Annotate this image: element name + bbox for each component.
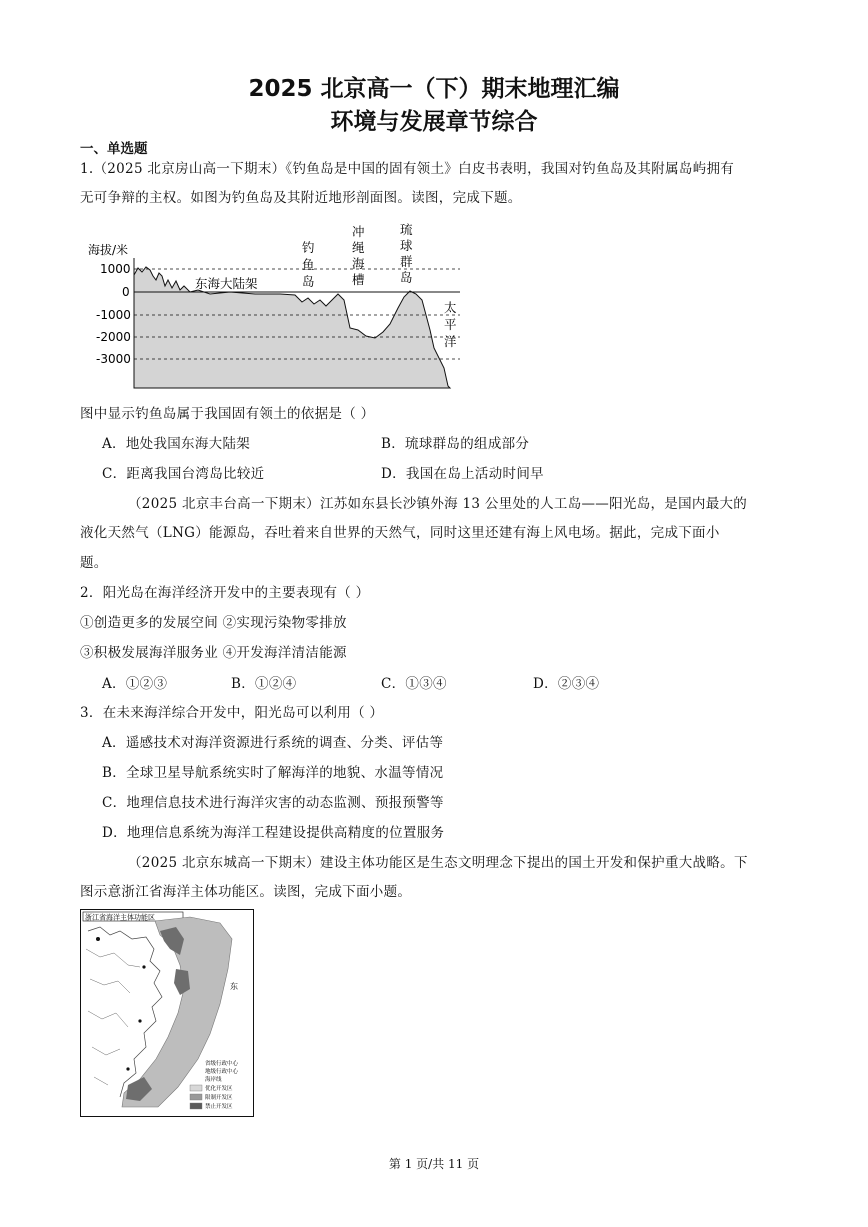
legend-item-1: 地级行政中心: [205, 1069, 239, 1075]
q1-option-b: B．琉球群岛的组成部分: [381, 436, 530, 452]
q3-option-c: C．地理信息技术进行海洋灾害的动态监测、预报预警等: [102, 795, 444, 811]
label-diaoyu-2: 鱼: [302, 257, 315, 272]
q3-stem: 3．在未来海洋综合开发中，阳光岛可以利用（ ）: [80, 705, 384, 721]
label-pacific-2: 平: [444, 317, 457, 332]
label-trough-4: 槽: [352, 272, 365, 287]
label-ryukyu-3: 群: [400, 254, 413, 269]
label-ryukyu-4: 岛: [400, 270, 413, 285]
legend-item-2: 海岸线: [205, 1077, 222, 1083]
legend-item-3: 优化开发区: [205, 1086, 233, 1092]
label-diaoyu-1: 钓: [302, 240, 315, 255]
profile-terrain: [134, 267, 450, 388]
map-city-marker-4: [126, 1067, 129, 1070]
q1-option-a: A．地处我国东海大陆架: [102, 436, 251, 452]
q2-stem: 2．阳光岛在海洋经济开发中的主要表现有（ ）: [80, 585, 370, 601]
passage2-line1: （2025 北京丰台高一下期末）江苏如东县长沙镇外海 13 公里处的人工岛——阳光岛，是国内最大的: [128, 496, 748, 512]
label-ryukyu-1: 琉: [400, 222, 413, 237]
map-city-marker-3: [138, 1019, 141, 1022]
q1-option-d: D．我国在岛上活动时间早: [381, 466, 544, 482]
label-pacific-3: 洋: [444, 334, 457, 349]
legend-item-4: 限制开发区: [205, 1095, 233, 1101]
section-heading: 一、单选题: [80, 141, 148, 157]
label-trough-2: 绳: [352, 240, 365, 255]
doc-title-line2: 环境与发展章节综合: [330, 109, 538, 135]
profile-tick-minus3000: -3000: [96, 352, 131, 366]
q3-option-d: D．地理信息系统为海洋工程建设提供高精度的位置服务: [102, 825, 445, 841]
doc-title-line1: 2025 北京高一（下）期末地理汇编: [248, 76, 620, 102]
zhejiang-marine-zone-map: [80, 909, 254, 1117]
label-pacific-1: 太: [444, 300, 457, 315]
q1-stem: 图中显示钓鱼岛属于我国固有领土的依据是（ ）: [80, 406, 375, 422]
q1-option-c: C．距离我国台湾岛比较近: [102, 466, 265, 482]
label-diaoyu-3: 岛: [302, 274, 315, 289]
q1-line1: 1.（2025 北京房山高一下期末）《钓鱼岛是中国的固有领土》白皮书表明，我国对钓鱼岛及其附属岛屿拥有: [80, 161, 735, 177]
legend-item-0: 省级行政中心: [205, 1061, 239, 1067]
profile-y-axis-label: 海拔/米: [88, 243, 129, 257]
q2-option-c: C．①③④: [381, 676, 447, 692]
q1-line2: 无可争辩的主权。如图为钓鱼岛及其附近地形剖面图。读图，完成下题。: [80, 190, 522, 206]
passage3-line2: 图示意浙江省海洋主体功能区。读图，完成下面小题。: [80, 884, 412, 900]
terrain-profile-figure: [80, 220, 480, 395]
passage2-line2: 液化天然气（LNG）能源岛，吞吐着来自世界的天然气，同时这里还建有海上风电场。据此，完成下面小: [80, 525, 720, 541]
passage2-line3: 题。: [80, 555, 108, 571]
q2-option-b: B．①②④: [231, 676, 297, 692]
q2-statements-2: ③积极发展海洋服务业 ④开发海洋清洁能源: [80, 645, 347, 661]
label-trough-3: 海: [352, 256, 365, 271]
label-shelf: 东海大陆架: [195, 276, 258, 291]
profile-tick-minus1000: -1000: [96, 308, 131, 322]
page-footer: 第 1 页/共 11 页: [388, 1157, 480, 1171]
map-city-marker-2: [142, 965, 145, 968]
profile-tick-0: 0: [122, 285, 130, 299]
q2-option-d: D．②③④: [533, 676, 600, 692]
map-city-marker: [96, 937, 100, 941]
q2-option-a: A．①②③: [102, 676, 168, 692]
label-ryukyu-2: 球: [400, 238, 413, 253]
label-trough-1: 冲: [352, 224, 365, 239]
map-title: 浙江省海洋主体功能区: [85, 913, 155, 922]
legend-item-5: 禁止开发区: [205, 1104, 233, 1110]
profile-tick-1000: 1000: [100, 262, 131, 276]
q3-option-a: A．遥感技术对海洋资源进行系统的调查、分类、评估等: [102, 735, 444, 751]
q2-statements-1: ①创造更多的发展空间 ②实现污染物零排放: [80, 615, 347, 631]
map-sea-label: 东: [230, 982, 238, 991]
profile-tick-minus2000: -2000: [96, 330, 131, 344]
q3-option-b: B．全球卫星导航系统实时了解海洋的地貌、水温等情况: [102, 765, 444, 781]
passage3-line1: （2025 北京东城高一下期末）建设主体功能区是生态文明理念下提出的国土开发和保护重大战略。下: [128, 855, 748, 871]
